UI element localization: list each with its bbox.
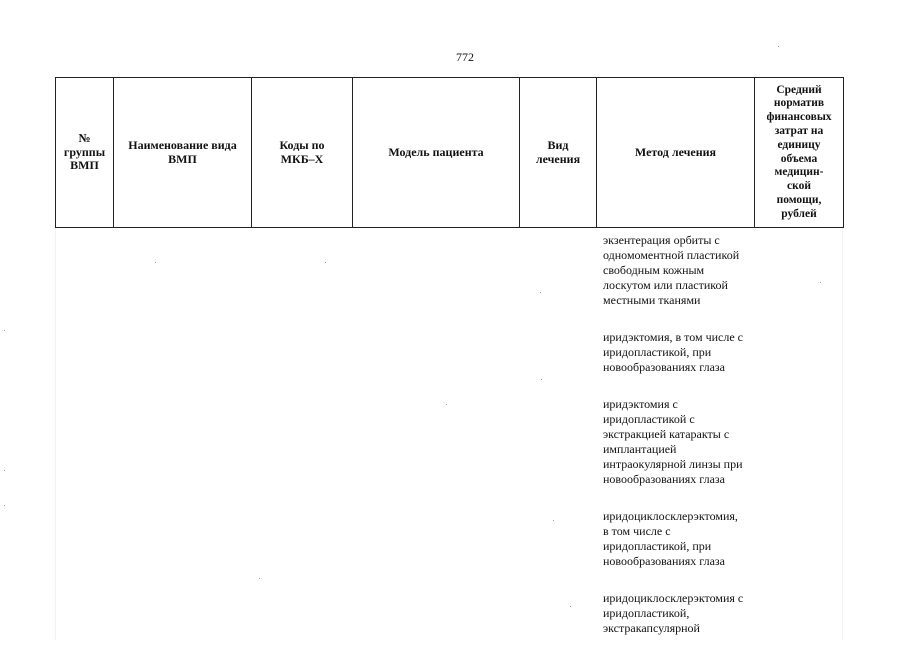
treatment-method-item: экзентерация орбиты с одномоментной пластикой свободным кожным лоскутом или пластикой местными тканями — [603, 233, 740, 307]
scan-speck — [4, 505, 5, 506]
scan-speck — [446, 404, 447, 405]
treatment-method-item: иридэктомия с иридопластикой с экстракцией катаракты с имплантацией интраокулярной линзы при новообразованиях глаза — [603, 397, 743, 486]
scan-speck — [4, 470, 5, 471]
header-treatment-type: Вид лечения — [520, 78, 597, 228]
treatment-method-item: иридэктомия, в том числе с иридопластикой, при новообразованиях глаза — [603, 330, 744, 374]
header-average-cost: Средний норматив финансовых затрат на единицу объема медицин- ской помощи, рублей — [755, 78, 844, 228]
header-group-number: № группы ВМП — [56, 78, 114, 228]
page-number: 772 — [456, 50, 474, 64]
scan-speck — [4, 330, 5, 331]
scan-speck — [778, 46, 779, 47]
scan-speck — [820, 282, 821, 283]
scan-speck — [540, 292, 541, 293]
scan-speck — [541, 379, 542, 380]
treatment-methods-list — [603, 233, 763, 658]
header-treatment-method: Метод лечения — [597, 78, 755, 228]
header-icd-codes: Коды по МКБ–Х — [252, 78, 353, 228]
header-vmp-name: Наименование вида ВМП — [114, 78, 252, 228]
scan-speck — [259, 578, 260, 579]
scan-speck — [325, 262, 326, 263]
scan-speck — [155, 262, 156, 263]
header-patient-model: Модель пациента — [353, 78, 520, 228]
treatment-method-item: иридоциклосклерэктомия, в том числе с иридопластикой, при новообразованиях глаза — [603, 509, 738, 568]
header-row — [56, 78, 844, 228]
treatment-method-item: иридоциклосклерэктомия с иридопластикой, экстракапсулярной — [603, 591, 744, 635]
scan-speck — [553, 520, 554, 521]
table-header — [55, 77, 844, 228]
scan-speck — [570, 606, 571, 607]
